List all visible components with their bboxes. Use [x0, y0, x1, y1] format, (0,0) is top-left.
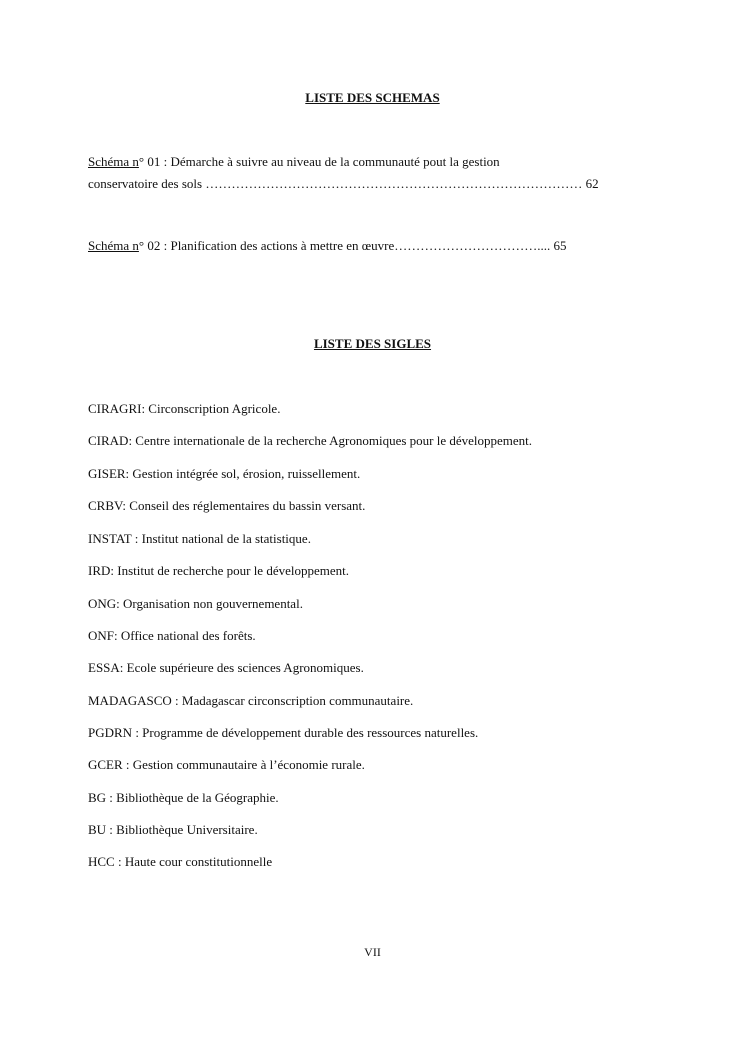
sigle-item: PGDRN : Programme de développement durable des ressources naturelles. [88, 725, 479, 740]
sigle-item: ESSA: Ecole supérieure des sciences Agronomiques. [88, 660, 364, 675]
schema-1-title: ° 01 : Démarche à suivre au niveau de la communauté pout la gestion [138, 154, 500, 169]
page-number: VII [364, 945, 381, 959]
schema-1-line-2: conservatoire des sols …………………………………………………………………………… 62 [88, 176, 599, 191]
sigle-item: BU : Bibliothèque Universitaire. [88, 822, 258, 837]
sigle-item: HCC : Haute cour constitutionnelle [88, 854, 273, 869]
sigle-item: IRD: Institut de recherche pour le développement. [88, 563, 349, 578]
sigle-item: ONF: Office national des forêts. [88, 628, 256, 643]
sigle-item: CIRAGRI: Circonscription Agricole. [88, 401, 281, 416]
sigle-item: MADAGASCO : Madagascar circonscription communautaire. [88, 693, 414, 708]
sigles-heading: LISTE DES SIGLES [313, 336, 432, 351]
sigle-item: INSTAT : Institut national de la statistique. [88, 531, 311, 546]
schemas-heading: LISTE DES SCHEMAS [305, 90, 440, 105]
schema-2-label: Schéma n [88, 238, 139, 253]
sigle-item: CIRAD: Centre internationale de la recherche Agronomiques pour le développement. [88, 433, 533, 448]
schema-1-label: Schéma n [88, 154, 139, 169]
sigle-item: ONG: Organisation non gouvernemental. [88, 596, 303, 611]
sigle-item: BG : Bibliothèque de la Géographie. [88, 790, 279, 805]
schema-1-line-1 [88, 154, 648, 170]
sigle-item: CRBV: Conseil des réglementaires du bassin versant. [88, 498, 366, 513]
schema-2-line [88, 238, 648, 254]
sigle-item: GISER: Gestion intégrée sol, érosion, ruissellement. [88, 466, 361, 481]
sigle-item: GCER : Gestion communautaire à l’économie rurale. [88, 757, 365, 772]
schema-2-title: ° 02 : Planification des actions à mettre en œuvre…………………………….... 65 [138, 238, 567, 253]
